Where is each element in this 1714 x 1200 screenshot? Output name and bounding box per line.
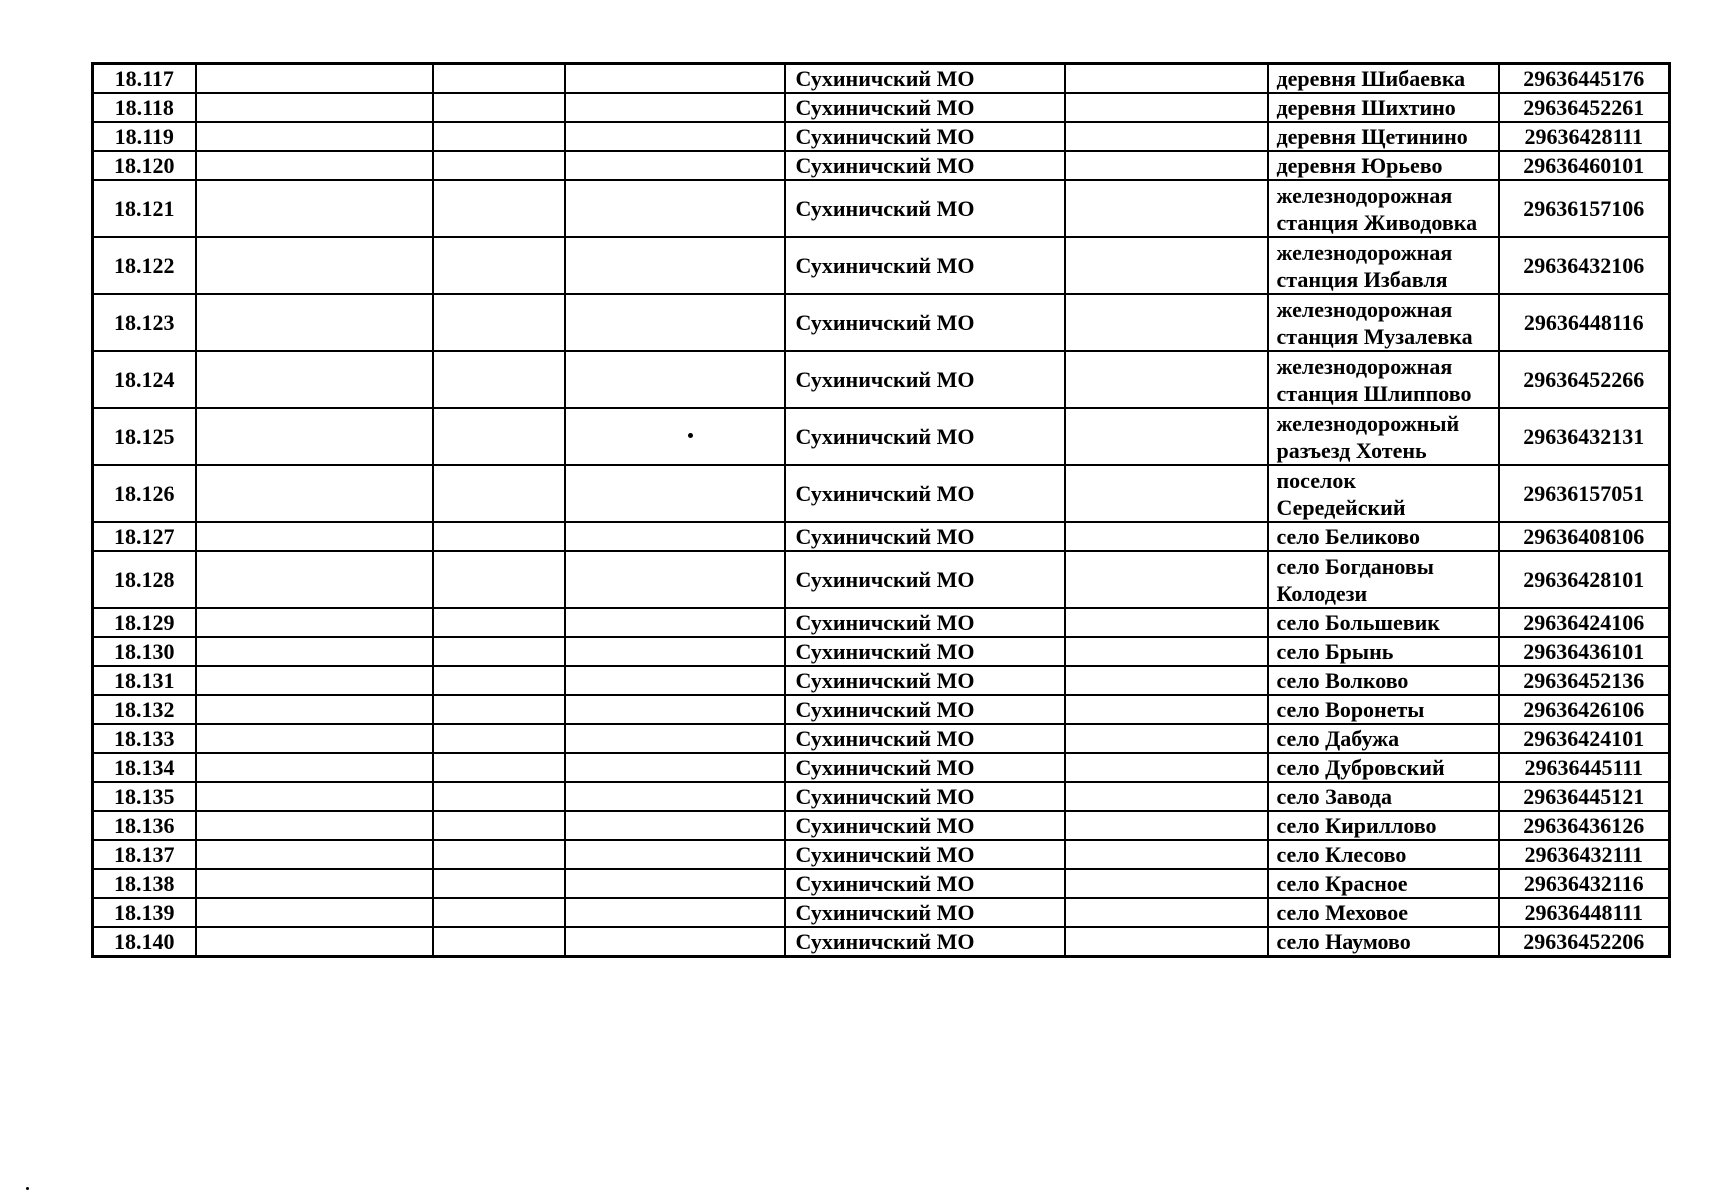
oktmo-code-cell: 29636426106 <box>1499 695 1670 724</box>
empty-cell <box>196 840 433 869</box>
empty-cell <box>433 753 565 782</box>
municipality-cell: Сухиничский МО <box>785 551 1065 608</box>
empty-cell <box>196 695 433 724</box>
empty-cell <box>1065 840 1268 869</box>
empty-cell <box>196 551 433 608</box>
empty-cell <box>196 782 433 811</box>
row-number-cell: 18.133 <box>93 724 196 753</box>
municipality-cell: Сухиничский МО <box>785 695 1065 724</box>
empty-cell <box>433 180 565 237</box>
empty-cell <box>1065 666 1268 695</box>
table-row <box>93 840 1670 869</box>
table-row <box>93 637 1670 666</box>
empty-cell <box>433 898 565 927</box>
row-number-cell: 18.136 <box>93 811 196 840</box>
row-number-cell: 18.132 <box>93 695 196 724</box>
empty-cell <box>1065 898 1268 927</box>
oktmo-code-cell: 29636432111 <box>1499 840 1670 869</box>
oktmo-code-cell: 29636428101 <box>1499 551 1670 608</box>
scan-speck <box>688 433 693 438</box>
municipality-cell: Сухиничский МО <box>785 64 1065 94</box>
empty-cell <box>1065 753 1268 782</box>
table-row <box>93 551 1670 608</box>
municipality-cell: Сухиничский МО <box>785 294 1065 351</box>
empty-cell <box>433 64 565 94</box>
empty-cell <box>565 840 785 869</box>
oktmo-code-cell: 29636436126 <box>1499 811 1670 840</box>
municipality-cell: Сухиничский МО <box>785 151 1065 180</box>
oktmo-code-cell: 29636448111 <box>1499 898 1670 927</box>
locality-name-line: деревня Шихтино <box>1276 95 1456 120</box>
empty-cell <box>196 637 433 666</box>
table-row <box>93 666 1670 695</box>
table-row <box>93 782 1670 811</box>
empty-cell <box>196 753 433 782</box>
oktmo-code-cell: 29636424101 <box>1499 724 1670 753</box>
locality-cell <box>1268 551 1499 608</box>
empty-cell <box>433 151 565 180</box>
empty-cell <box>1065 180 1268 237</box>
empty-cell <box>565 753 785 782</box>
row-number-cell: 18.134 <box>93 753 196 782</box>
empty-cell <box>196 927 433 957</box>
locality-name-line: станция Шлиппово <box>1276 380 1472 406</box>
row-number-cell: 18.120 <box>93 151 196 180</box>
empty-cell <box>433 93 565 122</box>
locality-cell <box>1268 898 1499 927</box>
locality-name-line: железнодорожный <box>1276 410 1460 436</box>
empty-cell <box>196 811 433 840</box>
row-number-cell: 18.139 <box>93 898 196 927</box>
empty-cell <box>433 782 565 811</box>
municipality-cell: Сухиничский МО <box>785 351 1065 408</box>
empty-cell <box>1065 465 1268 522</box>
row-number-cell: 18.118 <box>93 93 196 122</box>
empty-cell <box>1065 608 1268 637</box>
locality-cell <box>1268 811 1499 840</box>
locality-name-line: поселок <box>1276 467 1356 493</box>
municipality-cell: Сухиничский МО <box>785 811 1065 840</box>
empty-cell <box>565 237 785 294</box>
table-row <box>93 151 1670 180</box>
locality-name-line: село Клесово <box>1276 842 1407 867</box>
locality-cell <box>1268 782 1499 811</box>
oktmo-code-cell: 29636460101 <box>1499 151 1670 180</box>
empty-cell <box>565 608 785 637</box>
empty-cell <box>196 666 433 695</box>
oktmo-code-cell: 29636428111 <box>1499 122 1670 151</box>
empty-cell <box>433 465 565 522</box>
empty-cell <box>1065 93 1268 122</box>
table-row <box>93 237 1670 294</box>
empty-cell <box>565 724 785 753</box>
empty-cell <box>433 408 565 465</box>
locality-name-line: село Воронеты <box>1276 697 1425 722</box>
empty-cell <box>196 122 433 151</box>
locality-cell <box>1268 122 1499 151</box>
locality-name-line: деревня Щетинино <box>1276 124 1468 149</box>
empty-cell <box>433 294 565 351</box>
locality-name-line: станция Избавля <box>1276 266 1448 292</box>
empty-cell <box>1065 237 1268 294</box>
empty-cell <box>433 551 565 608</box>
municipality-cell: Сухиничский МО <box>785 465 1065 522</box>
empty-cell <box>433 869 565 898</box>
empty-cell <box>1065 64 1268 94</box>
oktmo-code-cell: 29636445111 <box>1499 753 1670 782</box>
municipality-cell: Сухиничский МО <box>785 522 1065 551</box>
row-number-cell: 18.117 <box>93 64 196 94</box>
row-number-cell: 18.135 <box>93 782 196 811</box>
empty-cell <box>565 64 785 94</box>
oktmo-code-cell: 29636448116 <box>1499 294 1670 351</box>
table-row <box>93 93 1670 122</box>
empty-cell <box>433 666 565 695</box>
locality-cell <box>1268 294 1499 351</box>
municipality-cell: Сухиничский МО <box>785 869 1065 898</box>
empty-cell <box>433 522 565 551</box>
row-number-cell: 18.126 <box>93 465 196 522</box>
table-row <box>93 180 1670 237</box>
settlements-table <box>91 62 1671 958</box>
empty-cell <box>1065 927 1268 957</box>
municipality-cell: Сухиничский МО <box>785 408 1065 465</box>
table-row <box>93 869 1670 898</box>
oktmo-code-cell: 29636436101 <box>1499 637 1670 666</box>
table-row <box>93 294 1670 351</box>
empty-cell <box>1065 869 1268 898</box>
municipality-cell: Сухиничский МО <box>785 927 1065 957</box>
empty-cell <box>565 522 785 551</box>
empty-cell <box>565 666 785 695</box>
table-row <box>93 811 1670 840</box>
municipality-cell: Сухиничский МО <box>785 93 1065 122</box>
empty-cell <box>1065 151 1268 180</box>
empty-cell <box>196 408 433 465</box>
oktmo-code-cell: 29636408106 <box>1499 522 1670 551</box>
table-row <box>93 122 1670 151</box>
empty-cell <box>565 551 785 608</box>
locality-cell <box>1268 840 1499 869</box>
locality-name-line: село Кириллово <box>1276 813 1437 838</box>
locality-name-line: село Богдановы <box>1276 553 1434 579</box>
empty-cell <box>565 782 785 811</box>
locality-cell <box>1268 408 1499 465</box>
locality-name-line: Колодези <box>1276 580 1368 606</box>
locality-cell <box>1268 93 1499 122</box>
row-number-cell: 18.125 <box>93 408 196 465</box>
oktmo-code-cell: 29636452261 <box>1499 93 1670 122</box>
empty-cell <box>196 898 433 927</box>
oktmo-code-cell: 29636432116 <box>1499 869 1670 898</box>
row-number-cell: 18.122 <box>93 237 196 294</box>
oktmo-code-cell: 29636157106 <box>1499 180 1670 237</box>
row-number-cell: 18.128 <box>93 551 196 608</box>
table-row <box>93 608 1670 637</box>
locality-cell <box>1268 465 1499 522</box>
table-row <box>93 408 1670 465</box>
locality-cell <box>1268 869 1499 898</box>
municipality-cell: Сухиничский МО <box>785 898 1065 927</box>
locality-name-line: село Завода <box>1276 784 1392 809</box>
empty-cell <box>196 465 433 522</box>
locality-cell <box>1268 608 1499 637</box>
scan-speck <box>26 1187 29 1190</box>
locality-cell <box>1268 637 1499 666</box>
locality-name-line: село Дубровский <box>1276 755 1445 780</box>
municipality-cell: Сухиничский МО <box>785 840 1065 869</box>
empty-cell <box>1065 551 1268 608</box>
empty-cell <box>1065 724 1268 753</box>
locality-name-line: Середейский <box>1276 494 1406 520</box>
municipality-cell: Сухиничский МО <box>785 608 1065 637</box>
empty-cell <box>565 898 785 927</box>
oktmo-code-cell: 29636424106 <box>1499 608 1670 637</box>
row-number-cell: 18.124 <box>93 351 196 408</box>
empty-cell <box>565 351 785 408</box>
row-number-cell: 18.140 <box>93 927 196 957</box>
row-number-cell: 18.131 <box>93 666 196 695</box>
empty-cell <box>565 465 785 522</box>
locality-name-line: железнодорожная <box>1276 296 1453 322</box>
locality-name-line: деревня Шибаевка <box>1276 66 1466 91</box>
row-number-cell: 18.137 <box>93 840 196 869</box>
empty-cell <box>196 724 433 753</box>
empty-cell <box>433 811 565 840</box>
empty-cell <box>1065 408 1268 465</box>
empty-cell <box>1065 351 1268 408</box>
oktmo-code-cell: 29636157051 <box>1499 465 1670 522</box>
empty-cell <box>1065 695 1268 724</box>
locality-name-line: село Дабужа <box>1276 726 1400 751</box>
empty-cell <box>433 840 565 869</box>
empty-cell <box>565 637 785 666</box>
locality-name-line: железнодорожная <box>1276 353 1453 379</box>
locality-name-line: село Красное <box>1276 871 1408 896</box>
empty-cell <box>196 294 433 351</box>
table-row <box>93 695 1670 724</box>
row-number-cell: 18.130 <box>93 637 196 666</box>
empty-cell <box>433 351 565 408</box>
locality-name-line: село Беликово <box>1276 524 1421 549</box>
row-number-cell: 18.121 <box>93 180 196 237</box>
empty-cell <box>565 294 785 351</box>
locality-cell <box>1268 927 1499 957</box>
empty-cell <box>433 724 565 753</box>
municipality-cell: Сухиничский МО <box>785 753 1065 782</box>
oktmo-code-cell: 29636445176 <box>1499 64 1670 94</box>
empty-cell <box>196 151 433 180</box>
municipality-cell: Сухиничский МО <box>785 666 1065 695</box>
empty-cell <box>196 180 433 237</box>
empty-cell <box>433 637 565 666</box>
empty-cell <box>433 237 565 294</box>
table-row <box>93 465 1670 522</box>
locality-name-line: железнодорожная <box>1276 239 1453 265</box>
oktmo-code-cell: 29636445121 <box>1499 782 1670 811</box>
oktmo-code-cell: 29636432131 <box>1499 408 1670 465</box>
table-body <box>93 64 1670 957</box>
locality-cell <box>1268 724 1499 753</box>
table-row <box>93 64 1670 94</box>
municipality-cell: Сухиничский МО <box>785 180 1065 237</box>
locality-cell <box>1268 237 1499 294</box>
empty-cell <box>196 608 433 637</box>
empty-cell <box>433 695 565 724</box>
locality-cell <box>1268 351 1499 408</box>
oktmo-code-cell: 29636452206 <box>1499 927 1670 957</box>
empty-cell <box>1065 637 1268 666</box>
locality-name-line: железнодорожная <box>1276 182 1453 208</box>
locality-name-line: село Меховое <box>1276 900 1409 925</box>
municipality-cell: Сухиничский МО <box>785 724 1065 753</box>
locality-cell <box>1268 753 1499 782</box>
empty-cell <box>433 608 565 637</box>
municipality-cell: Сухиничский МО <box>785 237 1065 294</box>
oktmo-code-cell: 29636452266 <box>1499 351 1670 408</box>
row-number-cell: 18.129 <box>93 608 196 637</box>
table-row <box>93 753 1670 782</box>
empty-cell <box>1065 782 1268 811</box>
row-number-cell: 18.138 <box>93 869 196 898</box>
empty-cell <box>1065 522 1268 551</box>
empty-cell <box>565 93 785 122</box>
municipality-cell: Сухиничский МО <box>785 637 1065 666</box>
empty-cell <box>433 122 565 151</box>
table-row <box>93 927 1670 957</box>
empty-cell <box>196 869 433 898</box>
row-number-cell: 18.127 <box>93 522 196 551</box>
empty-cell <box>565 180 785 237</box>
locality-cell <box>1268 666 1499 695</box>
empty-cell <box>565 122 785 151</box>
empty-cell <box>196 64 433 94</box>
empty-cell <box>196 522 433 551</box>
locality-cell <box>1268 180 1499 237</box>
locality-cell <box>1268 151 1499 180</box>
empty-cell <box>565 869 785 898</box>
row-number-cell: 18.123 <box>93 294 196 351</box>
table-row <box>93 522 1670 551</box>
table-row <box>93 898 1670 927</box>
municipality-cell: Сухиничский МО <box>785 782 1065 811</box>
locality-name-line: станция Музалевка <box>1276 323 1473 349</box>
empty-cell <box>1065 122 1268 151</box>
table-row <box>93 351 1670 408</box>
municipality-cell: Сухиничский МО <box>785 122 1065 151</box>
empty-cell <box>565 408 785 465</box>
locality-cell <box>1268 64 1499 94</box>
empty-cell <box>1065 294 1268 351</box>
oktmo-code-cell: 29636452136 <box>1499 666 1670 695</box>
locality-name-line: село Наумово <box>1276 929 1411 954</box>
locality-name-line: разъезд Хотень <box>1276 437 1427 463</box>
locality-name-line: село Большевик <box>1276 610 1440 635</box>
locality-cell <box>1268 522 1499 551</box>
empty-cell <box>196 93 433 122</box>
locality-name-line: село Волково <box>1276 668 1409 693</box>
locality-name-line: село Брынь <box>1276 639 1394 664</box>
table-row <box>93 724 1670 753</box>
empty-cell <box>433 927 565 957</box>
locality-cell <box>1268 695 1499 724</box>
oktmo-code-cell: 29636432106 <box>1499 237 1670 294</box>
empty-cell <box>196 237 433 294</box>
locality-name-line: станция Живодовка <box>1276 209 1478 235</box>
empty-cell <box>565 927 785 957</box>
empty-cell <box>565 151 785 180</box>
empty-cell <box>196 351 433 408</box>
row-number-cell: 18.119 <box>93 122 196 151</box>
empty-cell <box>565 811 785 840</box>
empty-cell <box>565 695 785 724</box>
locality-name-line: деревня Юрьево <box>1276 153 1443 178</box>
empty-cell <box>1065 811 1268 840</box>
